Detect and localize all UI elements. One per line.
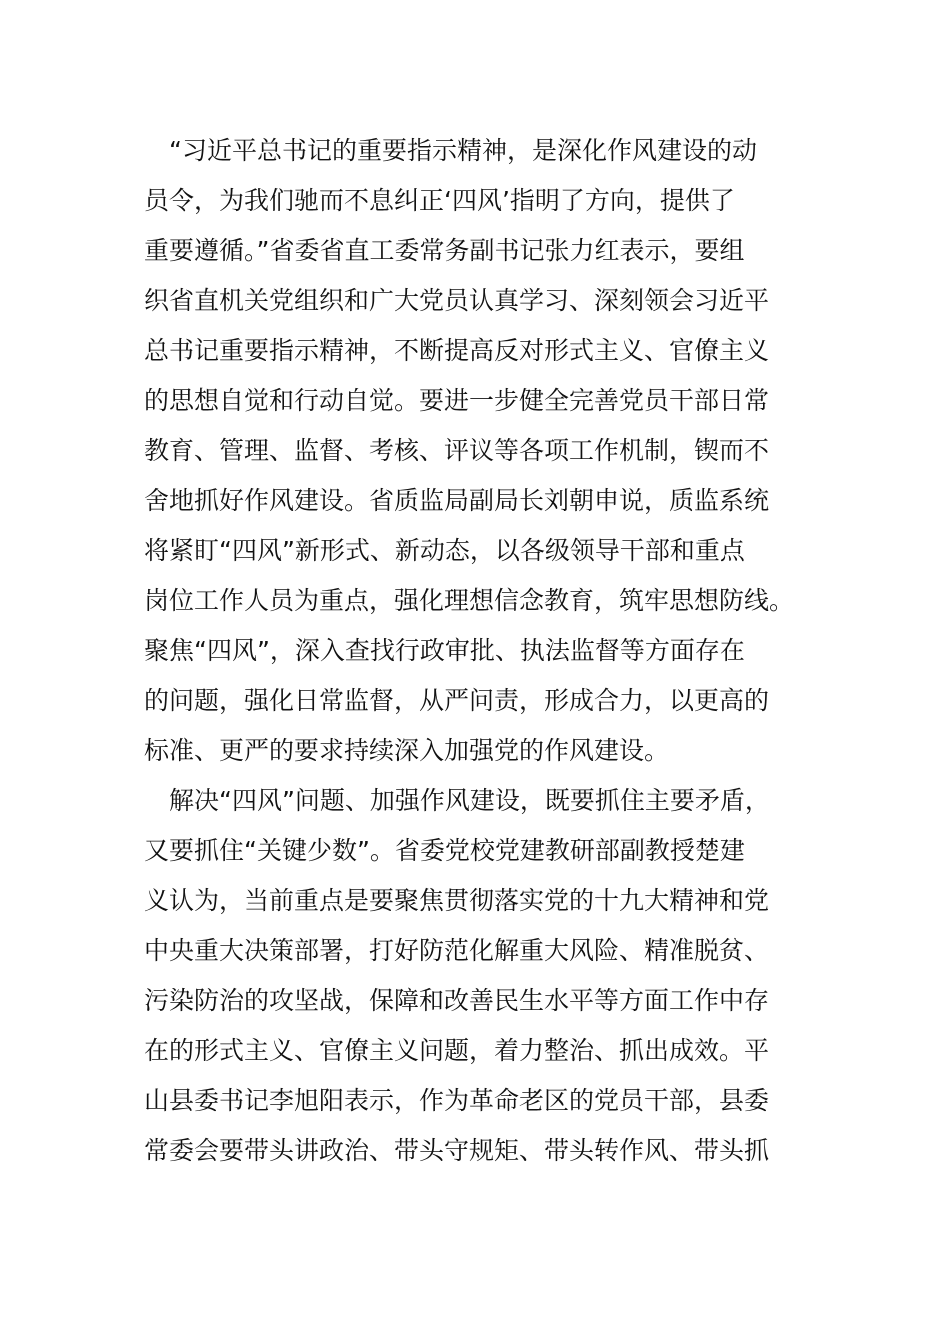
text-line: 岗位工作人员为重点，强化理想信念教育，筑牢思想防线。 — [144, 586, 795, 615]
text-line: 标准、更严的要求持续深入加强党的作风建设。 — [144, 736, 670, 765]
text-line: 常委会要带头讲政治、带头守规矩、带头转作风、带头抓 — [144, 1136, 770, 1165]
text-line: 总书记重要指示精神，不断提高反对形式主义、官僚主义 — [144, 336, 770, 365]
text-line: “习近平总书记的重要指示精神，是深化作风建设的动 — [144, 136, 757, 165]
paragraph-1 — [144, 126, 814, 776]
text-line: 的问题，强化日常监督，从严问责，形成合力，以更高的 — [144, 686, 770, 715]
text-line: 解决“四风”问题、加强作风建设，既要抓住主要矛盾， — [144, 786, 770, 815]
text-line: 污染防治的攻坚战，保障和改善民生水平等方面工作中存 — [144, 986, 770, 1015]
text-line: 聚焦“四风”，深入查找行政审批、执法监督等方面存在 — [144, 636, 745, 665]
text-line: 织省直机关党组织和广大党员认真学习、深刻领会习近平 — [144, 286, 770, 315]
text-line: 将紧盯“四风”新形式、新动态，以各级领导干部和重点 — [144, 536, 745, 565]
paragraph-2 — [144, 776, 814, 1176]
text-line: 义认为，当前重点是要聚焦贯彻落实党的十九大精神和党 — [144, 886, 770, 915]
text-line: 员令，为我们驰而不息纠正‘四风’指明了方向，提供了 — [144, 186, 735, 215]
text-line: 教育、管理、监督、考核、评议等各项工作机制，锲而不 — [144, 436, 770, 465]
text-line: 中央重大决策部署，打好防范化解重大风险、精准脱贫、 — [144, 936, 770, 965]
text-line: 重要遵循。”省委省直工委常务副书记张力红表示，要组 — [144, 236, 745, 265]
article-body — [144, 126, 814, 1176]
text-line: 舍地抓好作风建设。省质监局副局长刘朝申说，质监系统 — [144, 486, 770, 515]
text-line: 山县委书记李旭阳表示，作为革命老区的党员干部，县委 — [144, 1086, 770, 1115]
text-line: 在的形式主义、官僚主义问题，着力整治、抓出成效。平 — [144, 1036, 770, 1065]
text-line: 又要抓住“关键少数”。省委党校党建教研部副教授楚建 — [144, 836, 745, 865]
text-line: 的思想自觉和行动自觉。要进一步健全完善党员干部日常 — [144, 386, 770, 415]
